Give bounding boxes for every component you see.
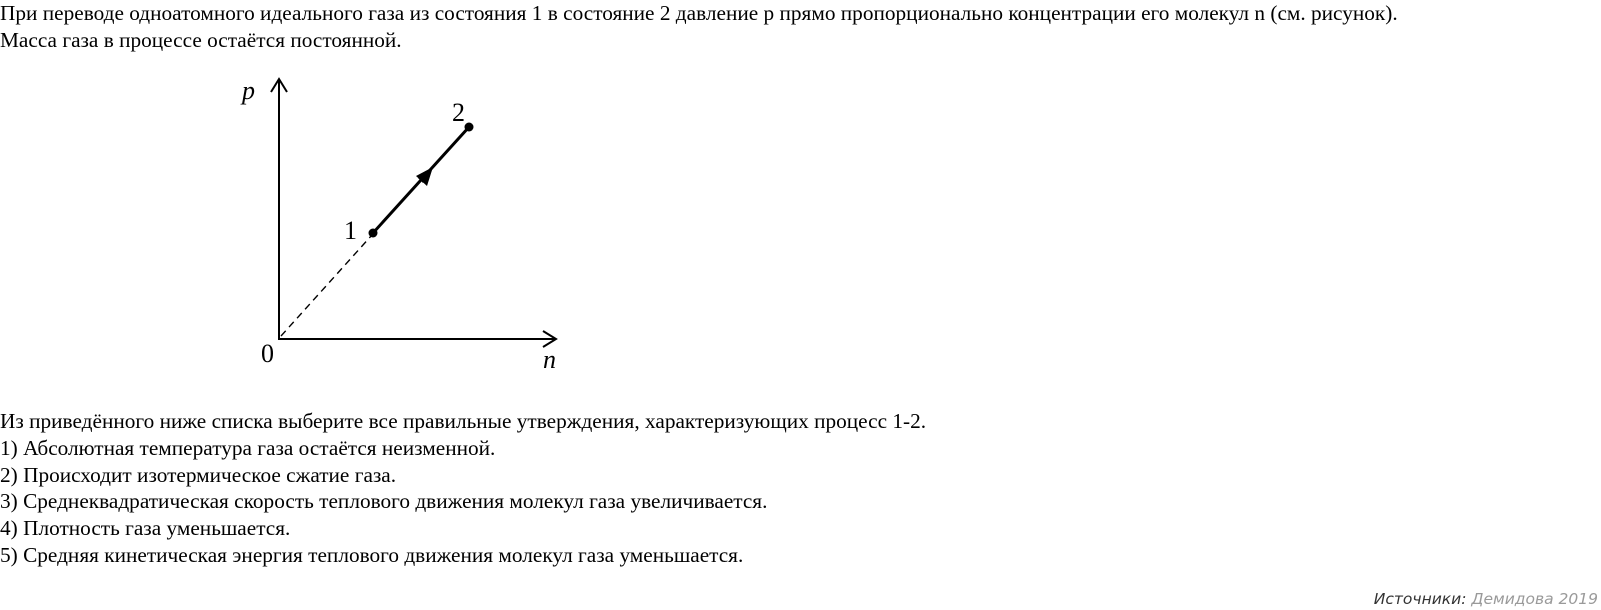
answer-option-4: 4) Плотность газа уменьшается. [0,516,291,541]
answer-option-3: 3) Среднеквадратическая скорость теплового движения молекул газа увеличивается. [0,489,768,514]
sources-footer [1374,590,1598,608]
answer-option-5: 5) Средняя кинетическая энергия теплового движения молекул газа уменьшается. [0,542,744,567]
p-n-diagram-svg [0,0,600,400]
question-prompt: Из приведённого ниже списка выберите все правильные утверждения, характеризующих процесс 1-2. [0,409,927,433]
point-2-label: 2 [452,98,465,127]
sources-link[interactable]: Демидова 2019 [1471,590,1598,608]
question-block [0,408,926,569]
sources-label: Источники: [1373,590,1467,608]
point-1-label: 1 [344,216,357,245]
problem-line-1: При переводе одноатомного идеального газа из состояния 1 в состояние 2 давление p прямо пропорционально концентрации его молекул n (см. рисунок). [0,1,1398,25]
problem-line-2: Масса газа в процессе остаётся постоянной. [0,28,402,52]
answer-options-list [0,435,926,569]
origin-label: 0 [261,339,274,368]
dashed-extension-line [281,235,372,336]
y-axis-label: p [242,76,255,105]
answer-option-2: 2) Происходит изотермическое сжатие газа. [0,462,397,487]
p-n-diagram [0,0,600,405]
point-2-dot [465,123,474,132]
answer-option-1: 1) Абсолютная температура газа остаётся неизменной. [0,435,496,460]
x-axis-label: n [543,345,556,374]
point-1-dot [369,229,378,238]
